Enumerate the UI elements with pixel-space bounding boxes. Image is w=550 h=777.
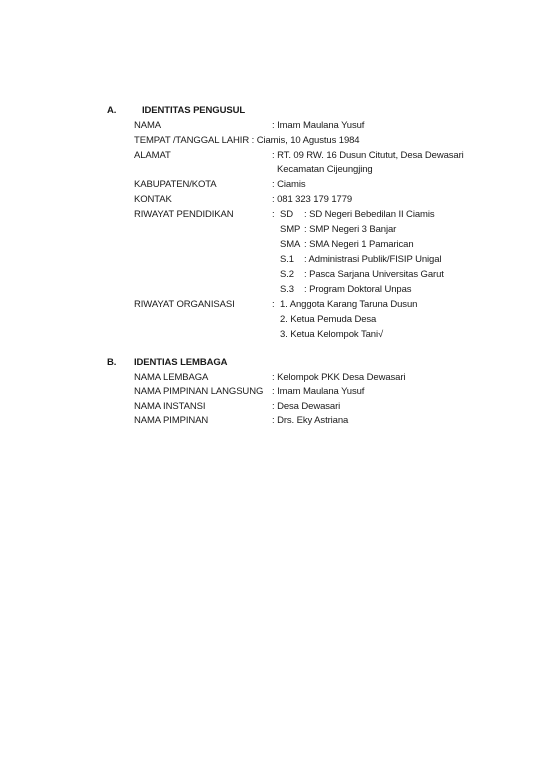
pendidikan-colon: : <box>272 209 275 220</box>
alamat-value-line2: Kecamatan Cijeungjing <box>277 164 373 175</box>
lembaga-value: : Kelompok PKK Desa Dewasari <box>272 372 406 383</box>
pendidikan-level: S.3 <box>280 284 294 295</box>
pendidikan-value: : Pasca Sarjana Universitas Garut <box>304 269 444 280</box>
nama-label: NAMA <box>134 120 162 131</box>
pendidikan-value: : SMA Negeri 1 Pamarican <box>304 239 414 250</box>
lembaga-label: NAMA LEMBAGA <box>134 372 209 383</box>
kabupaten-value: : Ciamis <box>272 179 306 190</box>
kontak-label: KONTAK <box>134 194 172 205</box>
organisasi-item: 3. Ketua Kelompok Tani√ <box>280 329 384 340</box>
pendidikan-level: SD <box>280 209 293 220</box>
section-b-heading: IDENTIAS LEMBAGA <box>134 357 228 368</box>
pimpinan-label: NAMA PIMPINAN <box>134 415 209 426</box>
organisasi-item: 1. Anggota Karang Taruna Dusun <box>280 299 418 310</box>
pendidikan-level: SMP <box>280 224 301 235</box>
pendidikan-level: SMA <box>280 239 301 250</box>
pimpinan-value: : Drs. Eky Astriana <box>272 415 349 426</box>
ttl-line: TEMPAT /TANGGAL LAHIR : Ciamis, 10 Agustus 1984 <box>134 135 360 146</box>
section-a-letter: A. <box>107 105 117 116</box>
section-b-letter: B. <box>107 357 117 368</box>
pendidikan-label: RIWAYAT PENDIDIKAN <box>134 209 234 220</box>
alamat-label: ALAMAT <box>134 150 171 161</box>
pimpinan-langsung-label: NAMA PIMPINAN LANGSUNG <box>134 386 264 397</box>
nama-value: : Imam Maulana Yusuf <box>272 120 365 131</box>
pendidikan-level: S.2 <box>280 269 294 280</box>
pimpinan-langsung-value: : Imam Maulana Yusuf <box>272 386 365 397</box>
kontak-value: : 081 323 179 1779 <box>272 194 353 205</box>
pendidikan-value: : SMP Negeri 3 Banjar <box>304 224 397 235</box>
instansi-value: : Desa Dewasari <box>272 401 341 412</box>
instansi-label: NAMA INSTANSI <box>134 401 206 412</box>
kabupaten-label: KABUPATEN/KOTA <box>134 179 217 190</box>
pendidikan-level: S.1 <box>280 254 294 265</box>
pendidikan-value: : Administrasi Publik/FISIP Unigal <box>304 254 442 265</box>
section-a-heading: IDENTITAS PENGUSUL <box>142 105 246 116</box>
organisasi-label: RIWAYAT ORGANISASI <box>134 299 235 310</box>
pendidikan-value: : Program Doktoral Unpas <box>304 284 412 295</box>
pendidikan-value: : SD Negeri Bebedilan II Ciamis <box>304 209 435 220</box>
organisasi-item: 2. Ketua Pemuda Desa <box>280 314 377 325</box>
organisasi-colon: : <box>272 299 275 310</box>
alamat-value: : RT. 09 RW. 16 Dusun Citutut, Desa Dewasari <box>272 150 464 161</box>
